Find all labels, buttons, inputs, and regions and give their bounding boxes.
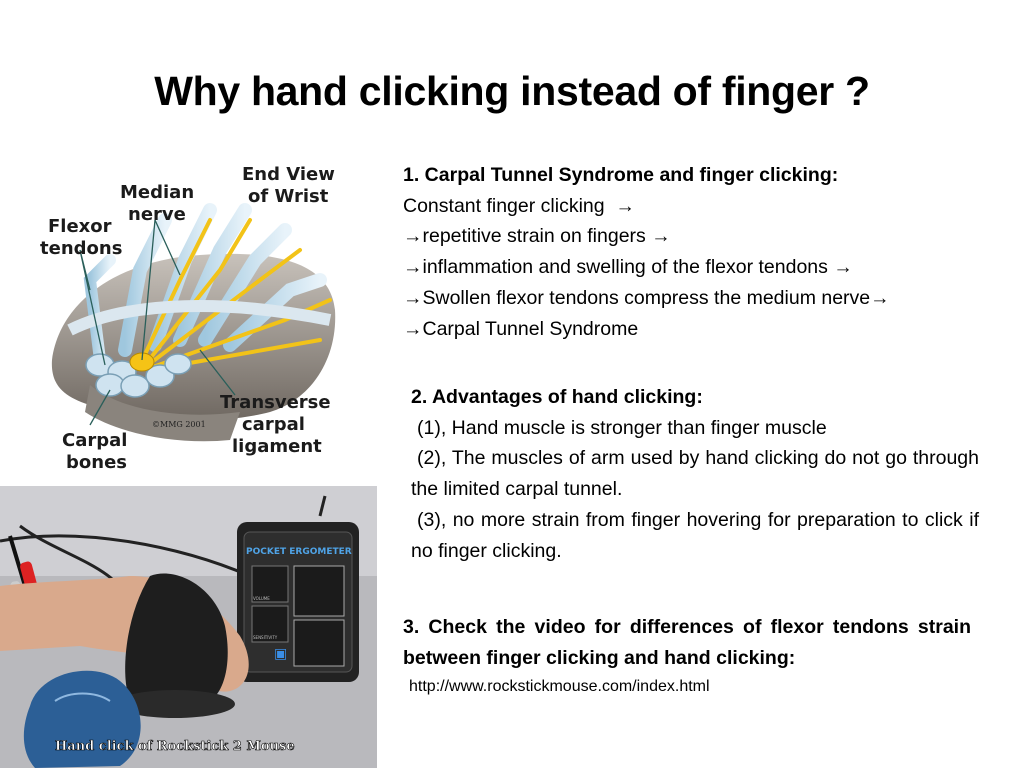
device-knob1: VOLUME — [253, 596, 270, 601]
advantage-point-2: (2), The muscles of arm used by hand clicking do not go through the limited carpal tunnel. — [411, 447, 979, 501]
svg-text:▣: ▣ — [274, 646, 288, 662]
arrow-icon: → — [403, 225, 423, 248]
section2-heading: 2. Advantages of hand clicking: — [411, 386, 703, 408]
label-median-nerve: Median nerve — [120, 182, 195, 225]
arrow-icon: → — [833, 256, 853, 279]
section1-line-5: →Carpal Tunnel Syndrome — [403, 317, 639, 340]
arrow-icon: → — [870, 286, 890, 309]
advantage-point-1: (1), Hand muscle is stronger than finger muscle — [417, 416, 827, 439]
slide-title: Why hand clicking instead of finger ? — [154, 68, 870, 114]
label-carpal-bones: Carpal bones — [62, 430, 128, 473]
section1-line-4: →Swollen flexor tendons compress the medium nerve→ — [403, 286, 890, 309]
anatomy-copyright: ©MMG 2001 — [152, 420, 206, 429]
arrow-icon: → — [615, 194, 635, 217]
section-advantages — [411, 382, 979, 566]
section1-line-2: →repetitive strain on fingers → — [403, 225, 671, 248]
arrow-icon: → — [403, 286, 423, 309]
device-knob2: SENSITIVITY — [253, 635, 278, 640]
section1-line-1: Constant finger clicking → — [403, 194, 635, 217]
label-end-view: End View of Wrist — [242, 164, 335, 207]
device-label: POCKET ERGOMETER — [246, 547, 352, 557]
wrist-anatomy-illustration — [30, 150, 370, 478]
label-transverse-carpal-ligament: Transverse carpal ligament — [220, 392, 331, 457]
section3-heading: 3. Check the video for differences of flexor tendons strain between finger clicking and hand clicking: — [403, 616, 971, 669]
rockstick-mouse-photo — [0, 486, 377, 768]
section1-line-3: →inflammation and swelling of the flexor tendons → — [403, 256, 853, 279]
arrow-icon: → — [651, 225, 671, 248]
photo-caption: Hand click of Rockstick 2 Mouse — [55, 739, 295, 754]
advantage-point-3: (3), no more strain from finger hovering for preparation to click if no finger clicking. — [411, 508, 979, 562]
label-flexor-tendons: Flexor tendons — [40, 216, 123, 259]
rockstick-link[interactable]: http://www.rockstickmouse.com/index.html — [409, 678, 710, 695]
section1-heading: 1. Carpal Tunnel Syndrome and finger clicking: — [403, 164, 839, 186]
arrow-icon: → — [403, 317, 423, 340]
arrow-icon: → — [403, 256, 423, 279]
section-carpal-tunnel — [403, 160, 1003, 344]
